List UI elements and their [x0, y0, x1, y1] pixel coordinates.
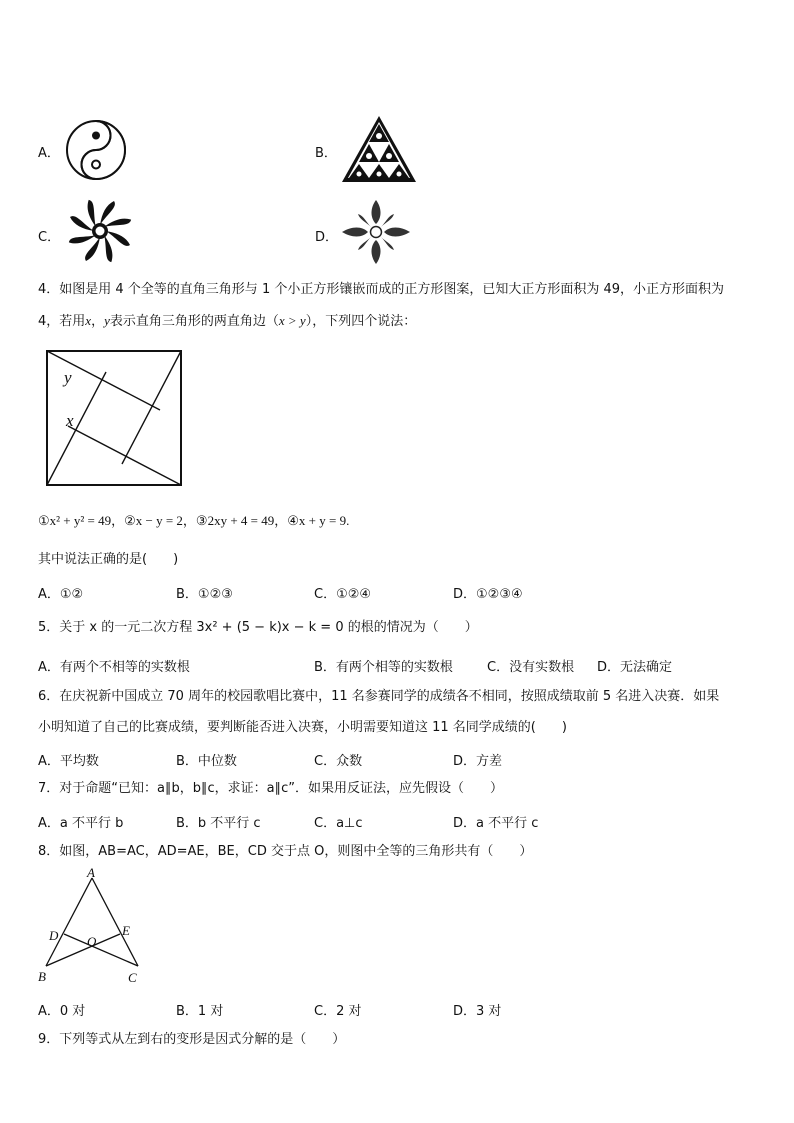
q8-stem: 8．如图，AB=AC，AD=AE，BE，CD 交于点 O，则图中全等的三角形共有（ ）: [38, 844, 533, 859]
q6-choice-c[interactable]: C．众数: [314, 754, 363, 769]
q4-choice-a[interactable]: A．①②: [38, 587, 84, 602]
q6-stem-line2: 小明知道了自己的比赛成绩，要判断能否进入决赛，小明需要知道这 11 名同学成绩的( ): [38, 720, 567, 735]
q4-stem-line2: 4，若用x，y表示直角三角形的两直角边（x > y），下列四个说法：: [38, 313, 417, 329]
q4-choice-d[interactable]: D．①②③④: [453, 587, 523, 602]
q4-square-figure: [44, 348, 184, 488]
q9-stem: 9．下列等式从左到右的变形是因式分解的是（ ）: [38, 1032, 346, 1047]
fig-label-y: y: [64, 368, 72, 387]
q4-prompt: 其中说法正确的是( ): [38, 552, 179, 567]
label-o: O: [87, 934, 97, 949]
q8-choice-c[interactable]: C．2 对: [314, 1004, 362, 1019]
q7-choice-a[interactable]: A．a 不平行 b: [38, 816, 124, 831]
option-d-label: D．: [315, 230, 339, 245]
q4-choice-b[interactable]: B．①②③: [176, 587, 233, 602]
q7-stem: 7．对于命题“已知：a∥b，b∥c，求证：a∥c”．如果用反证法，应先假设（ ）: [38, 781, 503, 796]
q8-choice-a[interactable]: A．0 对: [38, 1004, 86, 1019]
q7-choice-b[interactable]: B．b 不平行 c: [176, 816, 261, 831]
q4-stem-line1: 4．如图是用 4 个全等的直角三角形与 1 个小正方形镶嵌而成的正方形图案，已知大正方形面积为 49，小正方形面积为: [38, 282, 725, 297]
q6-choice-d[interactable]: D．方差: [453, 754, 503, 769]
q5-choice-b[interactable]: B．有两个相等的实数根: [314, 660, 453, 675]
q8-choice-d[interactable]: D．3 对: [453, 1004, 502, 1019]
q5-choice-d[interactable]: D．无法确定: [597, 660, 673, 675]
q6-choice-a[interactable]: A．平均数: [38, 754, 99, 769]
label-d: D: [49, 928, 59, 943]
q8-choice-b[interactable]: B．1 对: [176, 1004, 224, 1019]
q5-choice-c[interactable]: C．没有实数根: [487, 660, 575, 675]
option-c-label: C．: [38, 230, 61, 245]
q4-choice-c[interactable]: C．①②④: [314, 587, 372, 602]
q7-choice-c[interactable]: C．a⊥c: [314, 816, 363, 831]
yin-yang-icon: [64, 118, 128, 182]
label-c: C: [128, 970, 137, 984]
q7-choice-d[interactable]: D．a 不平行 c: [453, 816, 539, 831]
four-petal-ornament-icon: [340, 198, 412, 266]
q4-statements: ①x² + y² = 49，②x − y = 2，③2xy + 4 = 49，④x + y = 9.: [38, 513, 350, 528]
option-b-label: B．: [315, 146, 337, 161]
q8-triangle-figure: [34, 866, 146, 984]
fig-label-x: x: [66, 411, 74, 430]
q5-choice-a[interactable]: A．有两个不相等的实数根: [38, 660, 190, 675]
sierpinski-triangle-icon: [340, 114, 418, 184]
q6-choice-b[interactable]: B．中位数: [176, 754, 237, 769]
q6-stem-line1: 6．在庆祝新中国成立 70 周年的校园歌唱比赛中，11 名参赛同学的成绩各不相同，按照成绩取前 5 名进入决赛．如果: [38, 689, 720, 704]
label-a: A: [87, 866, 95, 880]
option-a-label: A．: [38, 146, 60, 161]
q5-stem: 5．关于 x 的一元二次方程 3x² + (5 − k)x − k = 0 的根的情况为（ ）: [38, 620, 478, 635]
pinwheel-flower-icon: [64, 198, 136, 264]
label-b: B: [38, 969, 46, 984]
label-e: E: [122, 923, 130, 938]
